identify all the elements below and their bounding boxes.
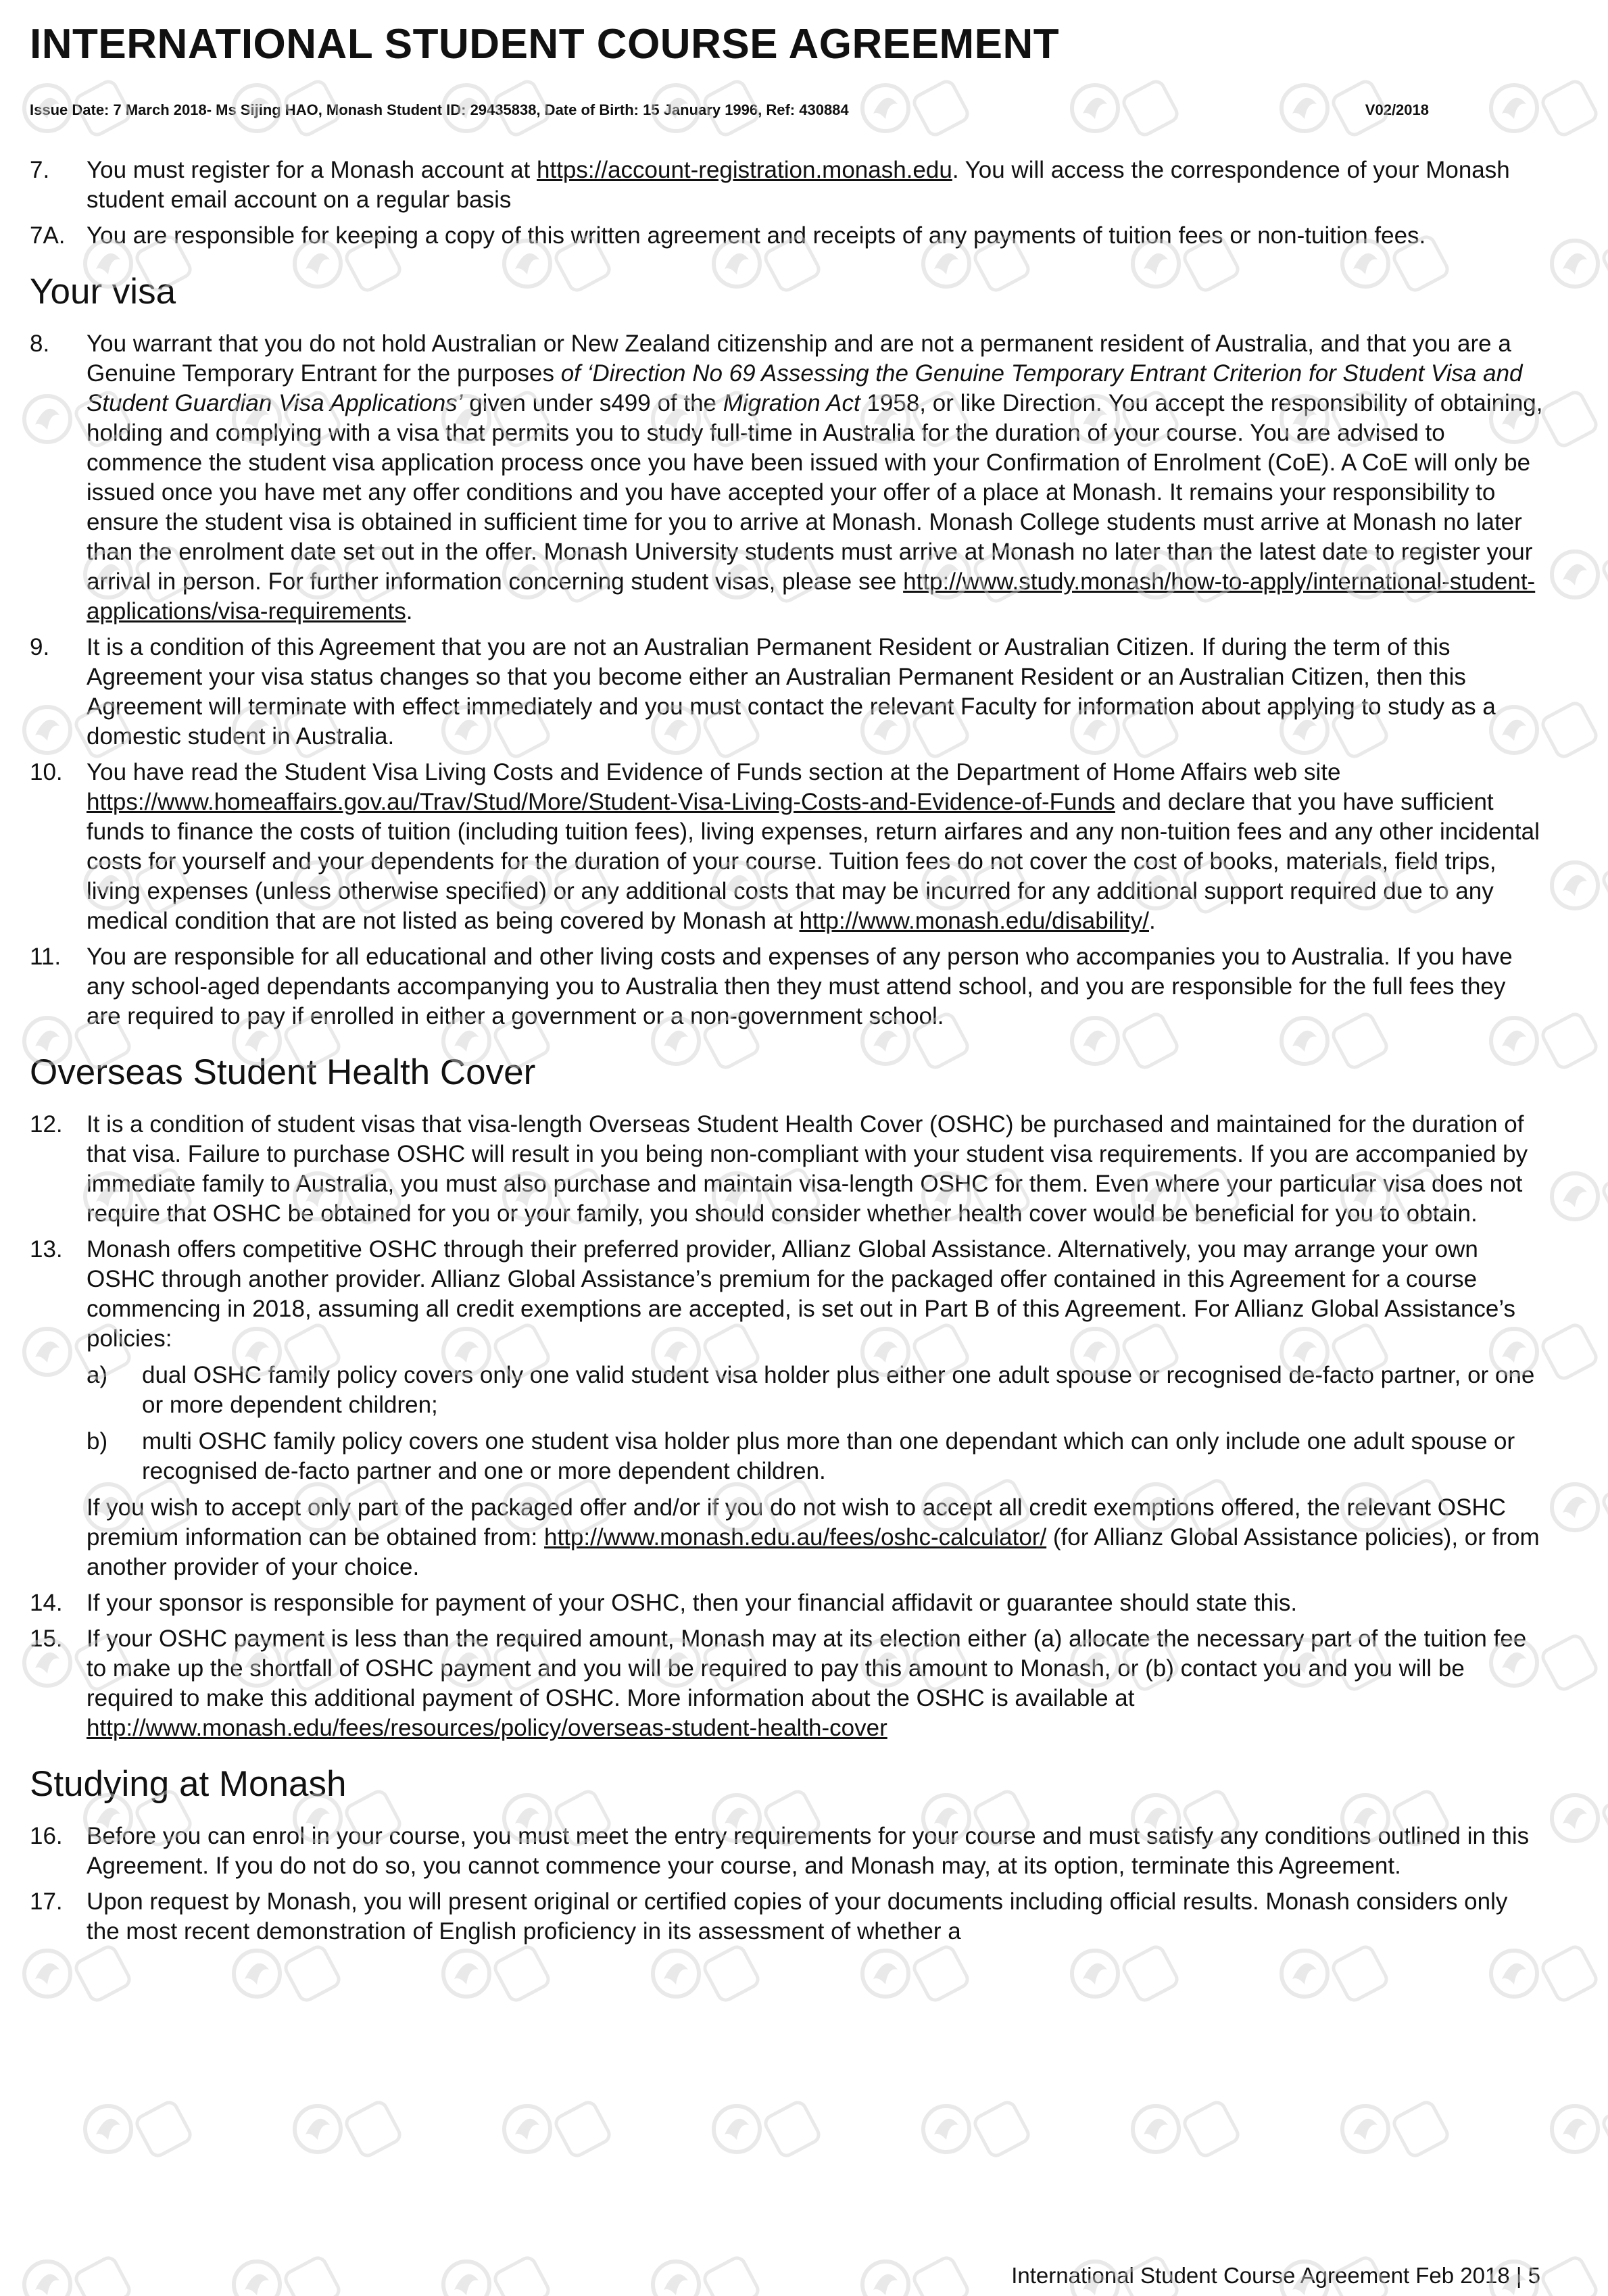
- clause-text-part: and declare that you have sufficient funds to finance the costs of tuition (including tuition fees), living expenses, return airfares and any non-tuition fees and any other incidental costs for yourself and your dependents for the duration of your course. Tuition fees do not cover the cost of books, materials, field trips, living expenses (unless otherwise specified) or any additional costs that may be incurred for any additional support required due to any medical condition that are not listed as being covered by Monash at: [87, 789, 1540, 934]
- clause-text-part: given under s499 of the: [462, 390, 723, 416]
- clause-number: 12.: [30, 1111, 63, 1138]
- watermark-logo-icon: [1491, 1945, 1599, 2003]
- clause-15: [30, 1624, 1544, 1743]
- clause-7: [30, 155, 1544, 215]
- clause-number: 7.: [30, 157, 50, 183]
- clause-text-part: . You will access the correspondence of your Monash student email account on a regular basis: [87, 157, 1510, 213]
- page-footer: International Student Course Agreement Feb 2018 | 5: [1011, 2263, 1540, 2288]
- watermark-logo-icon: [443, 1945, 551, 2003]
- section-heading-studying: Studying at Monash: [30, 1764, 347, 1804]
- clause-number: 15.: [30, 1626, 63, 1652]
- clause-text-part: .: [406, 598, 413, 625]
- watermark-logo-icon: [862, 2255, 970, 2296]
- home-affairs-link[interactable]: https://www.homeaffairs.gov.au/Trav/Stud/More/Student-Visa-Living-Costs-and-Evidence-of-Funds: [87, 789, 1115, 815]
- act-title-italic: Migration Act: [723, 390, 860, 416]
- watermark-logo-icon: [1133, 2100, 1240, 2159]
- clause-text: [87, 1235, 1544, 1582]
- watermark-logo-icon: [24, 1945, 132, 2003]
- clause-text: Upon request by Monash, you will present original or certified copies of your documents including official results. Monash considers only the most recent demonstration of English proficiency in its assessment of whether a: [87, 1888, 1508, 1945]
- clause-text-part: .: [1149, 908, 1156, 934]
- clause-number: 8.: [30, 331, 50, 357]
- sub-clause-a: [87, 1361, 1544, 1420]
- document-title: INTERNATIONAL STUDENT COURSE AGREEMENT: [30, 21, 1060, 68]
- clause-7a: [30, 221, 1544, 251]
- watermark-logo-icon: [504, 2100, 612, 2159]
- watermark-logo-icon: [862, 1945, 970, 2003]
- watermark-logo-icon: [923, 2100, 1031, 2159]
- watermark-logo-icon: [1552, 2100, 1608, 2159]
- clause-text: It is a condition of student visas that visa-length Overseas Student Health Cover (OSHC) be purchased and maintained for the duration of that visa. Failure to purchase OSHC will result in you being non-compliant with your student visa requirements. If you are accompanied by immediate family to Australia, you must also purchase and maintain visa-length OSHC for them. Even where your particular visa does not require that OSHC be obtained for you or your family, you should consider whether health cover would be beneficial for you to obtain.: [87, 1111, 1528, 1227]
- clause-text-part: (for Allianz Global Assistance policies), or from another provider of your choice.: [87, 1524, 1540, 1580]
- clause-text: [87, 758, 1544, 936]
- watermark-logo-icon: [234, 2255, 341, 2296]
- clause-number: 10.: [30, 759, 63, 785]
- clause-text: [87, 329, 1544, 627]
- clause-text-part: You must register for a Monash account at: [87, 157, 537, 183]
- clause-12: [30, 1110, 1544, 1229]
- section-heading-oshc: Overseas Student Health Cover: [30, 1052, 536, 1092]
- clause-13: [30, 1235, 1544, 1582]
- clause-text: It is a condition of this Agreement that you are not an Australian Permanent Resident or Australian Citizen. If during the term of this Agreement your visa status changes so that you become either an Australian Permanent Resident or an Australian Citizen, then this Agreement will terminate with effect immediately and you must contact the relevant Faculty for information about applying to study as a domestic student in Australia.: [87, 634, 1496, 750]
- watermark-logo-icon: [1072, 1945, 1179, 2003]
- clause-text: [87, 155, 1544, 215]
- clause-number: 13.: [30, 1236, 63, 1263]
- clause-text-part: 1958, or like Direction. You accept the responsibility of obtaining, holding and complying with a visa that permits you to study full-time in Australia for the duration of your course. You are advised to commence the student visa application process once you have been issued with your Confirmation of Enrolment (CoE). A CoE will only be issued once you have met any offer conditions and you have accepted your offer of a place at Monash. It remains your responsibility to ensure the student visa is obtained in sufficient time for you to arrive at Monash. Monash College students must arrive at Monash no later than the enrolment date set out in the offer. Monash University students must arrive at Monash no later than the latest date to register your arrival in person. For further information concerning student visas, please see: [87, 390, 1543, 595]
- direction-title-italic: of ‘Direction No 69 Assessing the Genuine Temporary Entrant Criterion for Student Visa and Student Guardian Visa Applications’: [87, 360, 1523, 416]
- watermark-logo-icon: [234, 1945, 341, 2003]
- watermark-logo-icon: [653, 1945, 760, 2003]
- oshc-calculator-link[interactable]: http://www.monash.edu.au/fees/oshc-calculator/: [544, 1524, 1047, 1550]
- clause-number: 9.: [30, 634, 50, 660]
- clause-number: 11.: [30, 944, 62, 970]
- oshc-premium-paragraph: [87, 1493, 1544, 1582]
- watermark-logo-icon: [1552, 856, 1608, 915]
- sub-clause-b: [87, 1427, 1544, 1486]
- watermark-logo-icon: [714, 2100, 821, 2159]
- watermark-logo-icon: [1552, 545, 1608, 604]
- watermark-logo-icon: [24, 2255, 132, 2296]
- clause-number: 16.: [30, 1823, 63, 1849]
- clause-text: Before you can enrol in your course, you must meet the entry requirements for your course and must satisfy any conditions outlined in this Agreement. If you do not do so, you cannot commence your course, and Monash may, at its option, terminate this Agreement.: [87, 1823, 1530, 1879]
- visa-requirements-link[interactable]: http://www.study.monash/how-to-apply/international-student-applications/visa-requirements: [87, 568, 1536, 625]
- sub-clause-text: dual OSHC family policy covers only one valid student visa holder plus either one adult spouse or recognised de-facto partner, or one or more dependent children;: [142, 1362, 1535, 1418]
- watermark-logo-icon: [653, 2255, 760, 2296]
- clause-number: 7A.: [30, 222, 66, 249]
- clause-17: [30, 1887, 1544, 1947]
- issue-line: [30, 101, 1429, 119]
- clause-number: 14.: [30, 1590, 63, 1616]
- clause-14: [30, 1588, 1544, 1618]
- account-registration-link[interactable]: https://account-registration.monash.edu: [537, 157, 952, 183]
- clause-9: [30, 633, 1544, 752]
- watermark-logo-icon: [1491, 79, 1599, 138]
- clause-text-part: You have read the Student Visa Living Costs and Evidence of Funds section at the Department of Home Affairs web site: [87, 759, 1341, 785]
- clause-text: [87, 1624, 1544, 1743]
- disability-link[interactable]: http://www.monash.edu/disability/: [799, 908, 1149, 934]
- clause-8: [30, 329, 1544, 627]
- clause-text: You are responsible for keeping a copy of this written agreement and receipts of any payments of tuition fees or non-tuition fees.: [87, 222, 1426, 249]
- sub-clause-number: a): [87, 1362, 108, 1388]
- watermark-logo-icon: [1552, 235, 1608, 293]
- oshc-policy-link[interactable]: http://www.monash.edu/fees/resources/policy/overseas-student-health-cover: [87, 1715, 887, 1741]
- watermark-logo-icon: [295, 2100, 402, 2159]
- document-body: [30, 155, 1544, 1953]
- watermark-logo-icon: [1282, 1945, 1389, 2003]
- watermark-logo-icon: [1552, 1789, 1608, 1848]
- clause-10: [30, 758, 1544, 936]
- clause-text-part: You warrant that you do not hold Australian or New Zealand citizenship and are not a permanent resident of Australia, and that you are a Genuine Temporary Entrant for the purposes: [87, 331, 1511, 387]
- clause-text-part: If you wish to accept only part of the packaged offer and/or if you do not wish to accept all credit exemptions offered, the relevant OSHC premium information can be obtained from:: [87, 1494, 1506, 1550]
- version-label: V02/2018: [1365, 101, 1429, 118]
- clause-11: [30, 942, 1544, 1031]
- watermark-logo-icon: [85, 2100, 193, 2159]
- issue-details: Issue Date: 7 March 2018- Ms Sijing HAO, Monash Student ID: 29435838, Date of Birth: 15 January 1996, Ref: 430884: [30, 101, 849, 118]
- watermark-logo-icon: [1552, 1167, 1608, 1226]
- sub-clause-number: b): [87, 1428, 108, 1455]
- clause-text: If your sponsor is responsible for payment of your OSHC, then your financial affidavit or guarantee should state this.: [87, 1590, 1298, 1616]
- watermark-logo-icon: [1342, 2100, 1450, 2159]
- clause-16: [30, 1822, 1544, 1881]
- clause-text-part: If your OSHC payment is less than the required amount, Monash may at its election either (a) allocate the necessary part of the tuition fee to make up the shortfall of OSHC payment and you will be required to pay this amount to Monash, or (b) contact you and you will be required to make this additional payment of OSHC. More information about the OSHC is available at: [87, 1626, 1527, 1711]
- sub-clause-text: multi OSHC family policy covers one student visa holder plus more than one dependant which can only include one adult spouse or recognised de-facto partner and one or more dependent children.: [142, 1428, 1515, 1484]
- watermark-logo-icon: [443, 2255, 551, 2296]
- clause-text: You are responsible for all educational and other living costs and expenses of any person who accompanies you to Australia. If you have any school-aged dependants accompanying you to Australia then they must attend school, and you are responsible for the full fees they are required to pay if enrolled in either a government or a non-government school.: [87, 944, 1513, 1029]
- clause-text-part: Monash offers competitive OSHC through their preferred provider, Allianz Global Assistance. Alternatively, you may arrange your own OSHC through another provider. Allianz Global Assistance’s premium for the packaged offer contained in this Agreement for a course commencing in 2018, assuming all credit exemptions are accepted, is set out in Part B of this Agreement. For Allianz Global Assistance’s policies:: [87, 1236, 1516, 1352]
- section-heading-visa: Your visa: [30, 272, 176, 312]
- watermark-logo-icon: [1552, 1478, 1608, 1537]
- clause-number: 17.: [30, 1888, 63, 1915]
